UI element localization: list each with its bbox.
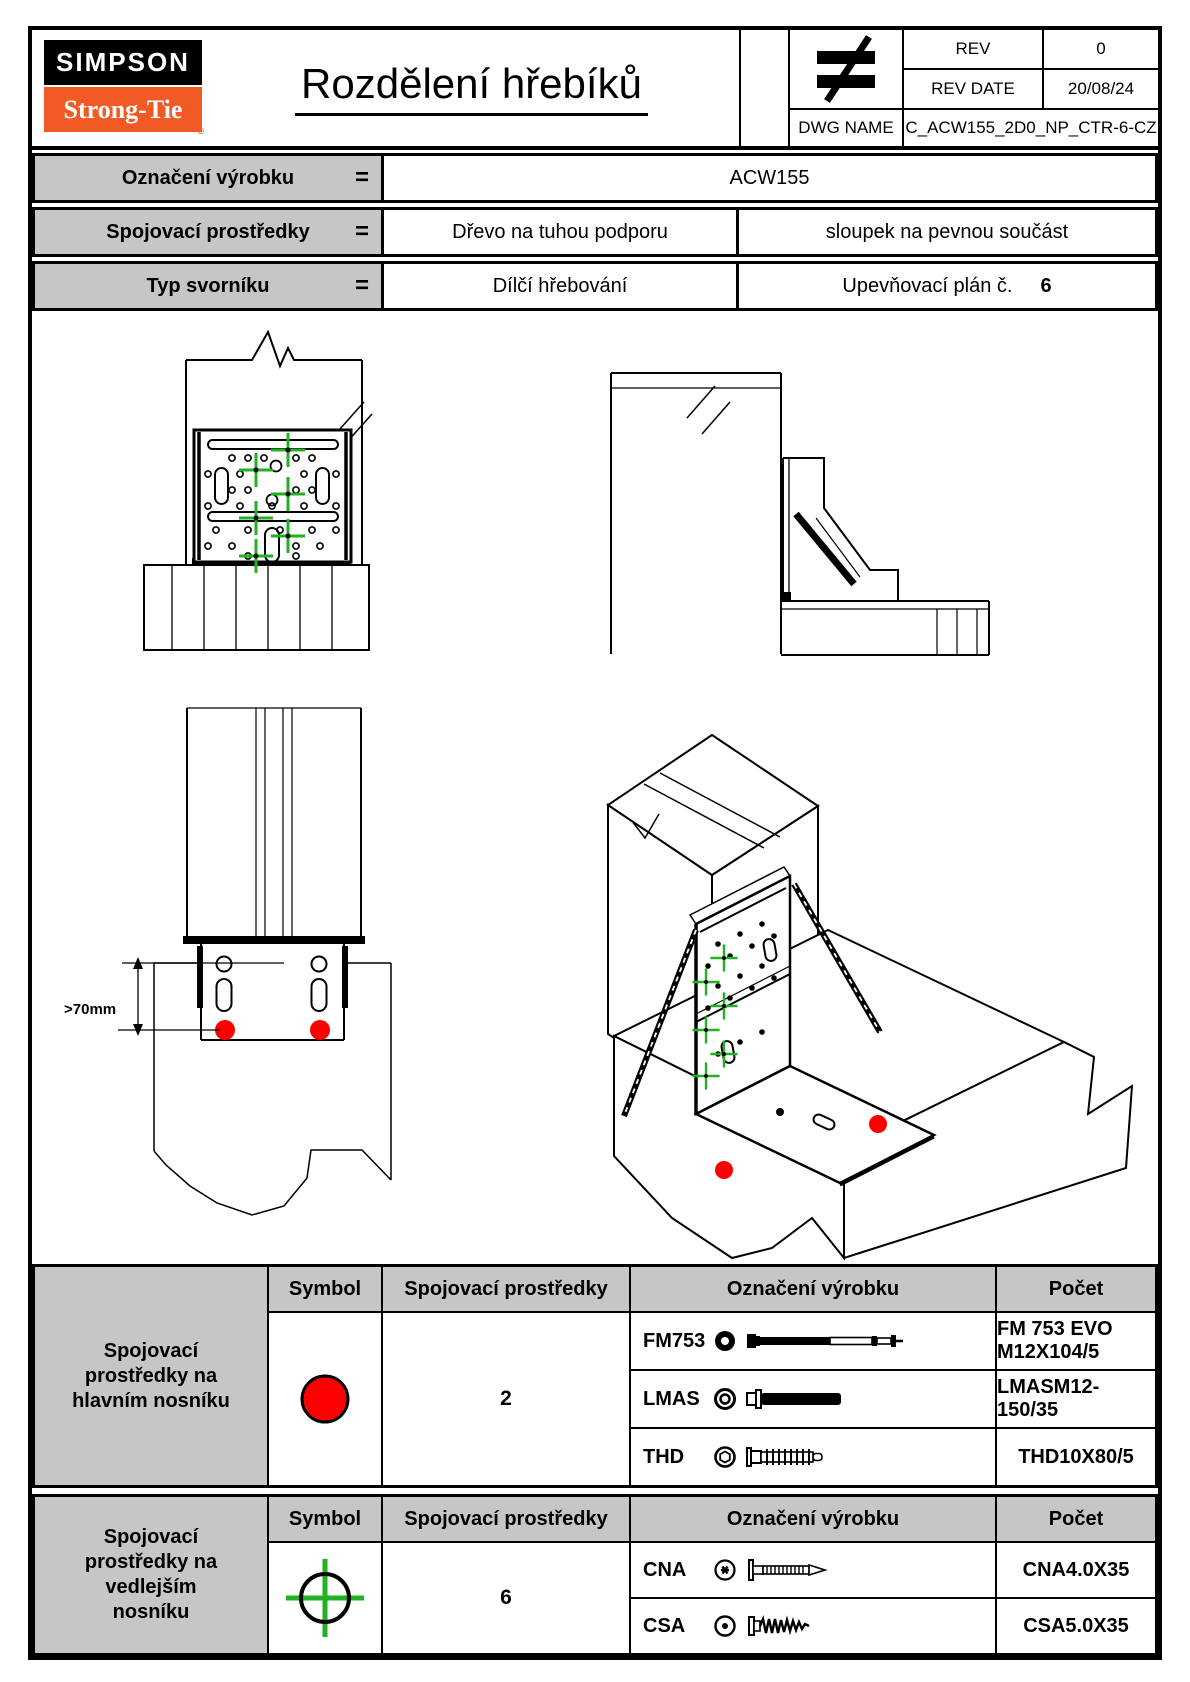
table-group-label: Spojovací prostředky na vedlejším nosníku <box>35 1497 267 1653</box>
rev-value: 0 <box>1044 30 1158 68</box>
table-row-fastener: LMAS <box>631 1371 995 1427</box>
count-value: 2 <box>383 1313 629 1485</box>
front-view-secondary-beam <box>64 708 391 1215</box>
table-row-product: THD10X80/5 <box>997 1429 1155 1485</box>
col-header-fastener: Spojovací prostředky <box>383 1497 629 1541</box>
param-value-left: Dílčí hřebování <box>492 274 628 297</box>
col-header-product: Označení výrobku <box>631 1267 995 1311</box>
table-row-fastener: CNA <box>631 1543 995 1597</box>
col-header-count: Počet <box>997 1267 1155 1311</box>
table-group-label: Spojovací prostředky na hlavním nosníku <box>35 1267 267 1485</box>
dimension-label: >70mm <box>64 1001 117 1018</box>
screw-drawing <box>745 1443 870 1471</box>
red-circle-symbol <box>269 1313 381 1485</box>
technical-drawing <box>32 318 1158 1262</box>
table-row-fastener: CSA <box>631 1599 995 1653</box>
secondary-beam-fastener-table <box>32 1494 1158 1656</box>
rev-label: REV <box>904 30 1042 68</box>
bolt-drawing <box>745 1327 910 1355</box>
plan-number: 6 <box>1040 274 1052 297</box>
table-row-fastener: FM753 <box>631 1313 995 1369</box>
col-header-count: Počet <box>997 1497 1155 1541</box>
param-label: Typ svorníku = <box>35 264 384 308</box>
drawing-sheet <box>28 26 1162 1660</box>
rev-date-label: REV DATE <box>904 70 1042 108</box>
main-fastener-markers <box>215 1020 330 1040</box>
equals-sign: = <box>354 218 369 245</box>
dot-head-icon <box>713 1614 737 1638</box>
sheet-title: Rozdělení hřebíků <box>204 30 741 146</box>
main-beam-fastener-table <box>32 1264 1158 1488</box>
param-label: Označení výrobku = <box>35 156 384 200</box>
double-washer-head-icon <box>713 1387 737 1411</box>
equals-sign: = <box>354 164 369 191</box>
registered-mark: ® <box>197 126 204 136</box>
side-view-bracket <box>611 373 989 655</box>
col-header-symbol: Symbol <box>269 1497 381 1541</box>
param-row-product <box>32 153 1158 203</box>
isometric-view <box>608 735 1132 1258</box>
dwg-name-label: DWG NAME <box>790 110 902 146</box>
table-row-fastener: THD <box>631 1429 995 1485</box>
param-row-fasteners <box>32 207 1158 257</box>
title-block <box>32 30 1158 150</box>
hex-washer-head-icon <box>713 1445 737 1469</box>
col-header-fastener: Spojovací prostředky <box>383 1267 629 1311</box>
rev-date-value: 20/08/24 <box>1044 70 1158 108</box>
dwg-name-value: C_ACW155_2D0_NP_CTR-6-CZ <box>904 110 1158 146</box>
table-row-product: FM 753 EVO M12X104/5 <box>997 1313 1155 1369</box>
washer-head-icon <box>713 1329 737 1353</box>
param-label: Spojovací prostředky = <box>35 210 384 254</box>
revision-block <box>788 30 1158 146</box>
logo-strongtie: Strong-Tie ® <box>44 87 202 132</box>
gusset-rib-edge <box>796 514 854 584</box>
param-value-left: Dřevo na tuhou podporu <box>452 220 668 243</box>
col-header-product: Označení výrobku <box>631 1497 995 1541</box>
table-row-product: LMASM12-150/35 <box>997 1371 1155 1427</box>
bolt-drawing <box>745 1385 865 1413</box>
front-view-column <box>144 332 372 650</box>
nail-drawing <box>745 1556 865 1584</box>
logo-simpson: SIMPSON <box>44 40 202 85</box>
param-value-product: ACW155 <box>729 166 810 189</box>
param-value-right: Upevňovací plán č. 6 <box>736 264 1155 308</box>
param-row-bolt-type <box>32 261 1158 311</box>
table-row-product: CSA5.0X35 <box>997 1599 1155 1653</box>
green-crosshair-symbol <box>269 1543 381 1653</box>
screw-drawing <box>745 1612 865 1640</box>
col-header-symbol: Symbol <box>269 1267 381 1311</box>
not-equal-icon <box>790 30 902 108</box>
table-row-product: CNA4.0X35 <box>997 1543 1155 1597</box>
param-value-right: sloupek na pevnou součást <box>736 210 1155 254</box>
star-head-icon <box>713 1558 737 1582</box>
count-value: 6 <box>383 1543 629 1653</box>
equals-sign: = <box>354 272 369 299</box>
dimension-70mm <box>64 957 284 1036</box>
simpson-strongtie-logo <box>44 40 202 134</box>
